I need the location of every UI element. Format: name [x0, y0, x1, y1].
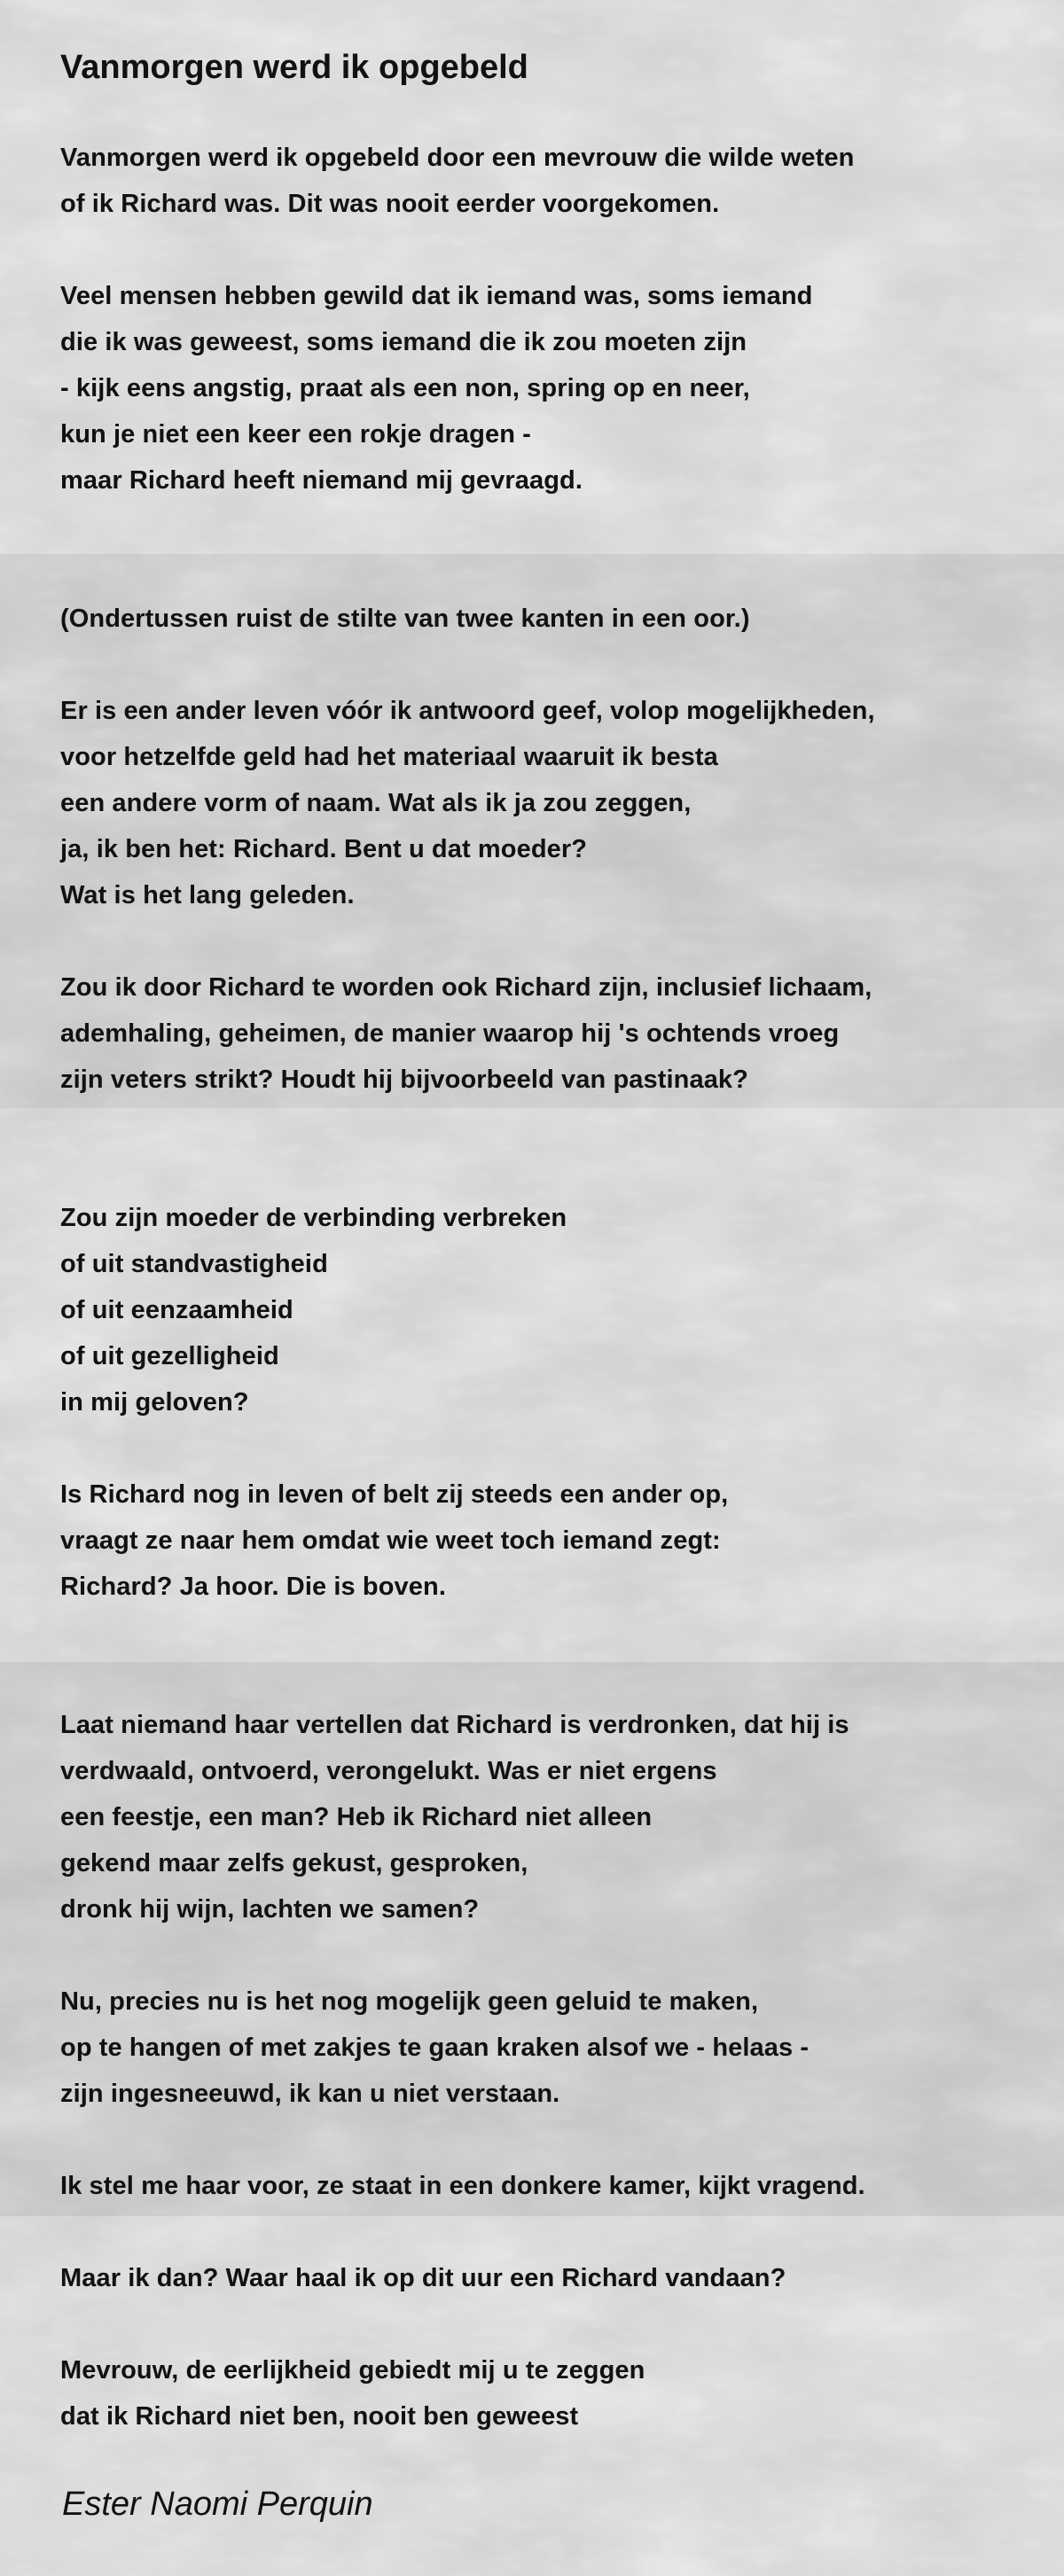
poem-line: of uit standvastigheid [60, 1250, 328, 1278]
poem-author: Ester Naomi Perquin [62, 2486, 373, 2523]
poem-line: zijn ingesneeuwd, ik kan u niet verstaan. [60, 2080, 560, 2108]
poem-line: Er is een ander leven vóór ik antwoord geef, volop mogelijkheden, [60, 697, 875, 725]
stanza-break [60, 1932, 875, 1979]
poem-line: in mij geloven? [60, 1388, 249, 1417]
poem-title: Vanmorgen werd ik opgebeld [60, 49, 528, 86]
poem-line: voor hetzelfde geld had het materiaal waaruit ik besta [60, 743, 718, 771]
poem-line: Is Richard nog in leven of belt zij steeds een ander op, [60, 1480, 729, 1509]
poem-line: Mevrouw, de eerlijkheid gebiedt mij u te zeggen [60, 2356, 645, 2385]
poem-line: Laat niemand haar vertellen dat Richard is verdronken, dat hij is [60, 1711, 849, 1739]
stanza-break [60, 1425, 875, 1471]
stanza-break [60, 550, 875, 596]
poem-line: Nu, precies nu is het nog mogelijk geen geluid te maken, [60, 1987, 759, 2016]
poem-line: of uit gezelligheid [60, 1342, 279, 1370]
poem-line: maar Richard heeft niemand mij gevraagd. [60, 466, 583, 495]
poem-line: ja, ik ben het: Richard. Bent u dat moeder? [60, 835, 588, 863]
poem-body [60, 135, 875, 2439]
poem-line: die ik was geweest, soms iemand die ik zou moeten zijn [60, 328, 747, 356]
stanza-break [60, 227, 875, 273]
poem-line: verdwaald, ontvoerd, verongelukt. Was er niet ergens [60, 1757, 717, 1785]
poem-line: Richard? Ja hoor. Die is boven. [60, 1573, 446, 1601]
poem-line: dat ik Richard niet ben, nooit ben geweest [60, 2402, 579, 2431]
poem-line: Zou zijn moeder de verbinding verbreken [60, 1204, 567, 1232]
poem-line: op te hangen of met zakjes te gaan kraken alsof we - helaas - [60, 2033, 810, 2062]
poem-line: Wat is het lang geleden. [60, 881, 355, 909]
stanza-break [60, 1149, 875, 1195]
poem-line: (Ondertussen ruist de stilte van twee kanten in een oor.) [60, 605, 750, 633]
stanza-break [60, 642, 875, 688]
stanza-break [60, 503, 875, 550]
poem-line: ademhaling, geheimen, de manier waarop hij 's ochtends vroeg [60, 1019, 840, 1048]
stanza-break [60, 2301, 875, 2347]
stanza-break [60, 1610, 875, 1656]
poem-line: Zou ik door Richard te worden ook Richard zijn, inclusief lichaam, [60, 973, 872, 1002]
stanza-break [60, 918, 875, 964]
poem-line: een feestje, een man? Heb ik Richard niet alleen [60, 1803, 653, 1831]
stanza-break [60, 2209, 875, 2255]
poem-line: Ik stel me haar voor, ze staat in een donkere kamer, kijkt vragend. [60, 2172, 865, 2200]
poem-line: gekend maar zelfs gekust, gesproken, [60, 1849, 528, 1877]
poem-line: kun je niet een keer een rokje dragen - [60, 420, 531, 449]
stanza-break [60, 2117, 875, 2163]
poem-line: een andere vorm of naam. Wat als ik ja zou zeggen, [60, 789, 692, 817]
poem-line: dronk hij wijn, lachten we samen? [60, 1895, 480, 1924]
poem-line: Maar ik dan? Waar haal ik op dit uur een Richard vandaan? [60, 2264, 786, 2292]
poem-line: zijn veters strikt? Houdt hij bijvoorbeeld van pastinaak? [60, 1066, 748, 1094]
stanza-break [60, 1103, 875, 1149]
poem-line: - kijk eens angstig, praat als een non, spring op en neer, [60, 374, 750, 402]
stanza-break [60, 1656, 875, 1702]
poem-line: of uit eenzaamheid [60, 1296, 293, 1324]
poem-line: vraagt ze naar hem omdat wie weet toch iemand zegt: [60, 1526, 721, 1555]
poem-line: Vanmorgen werd ik opgebeld door een mevrouw die wilde weten [60, 144, 855, 172]
poem-line: Veel mensen hebben gewild dat ik iemand was, soms iemand [60, 282, 813, 310]
poem-line: of ik Richard was. Dit was nooit eerder voorgekomen. [60, 190, 720, 218]
